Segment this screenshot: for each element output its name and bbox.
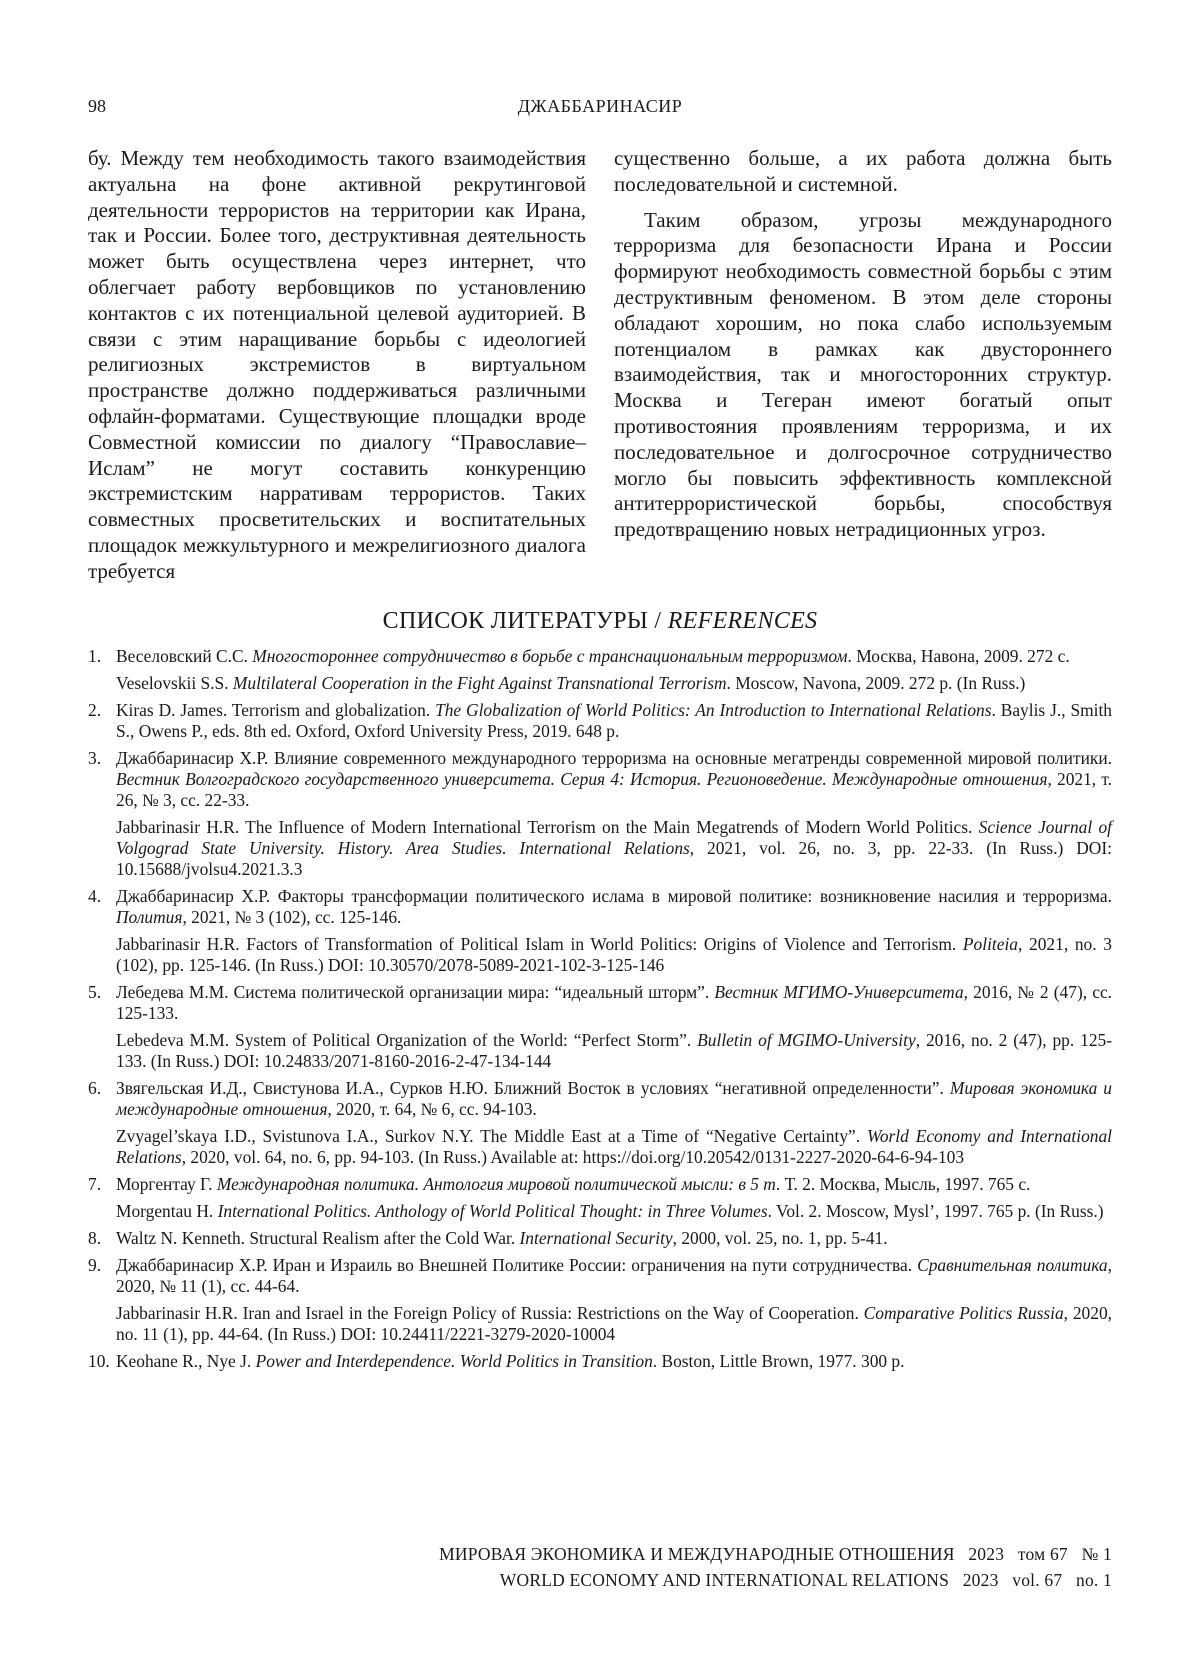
reference-text: , 2021, no. 3 (102), pp. 125-146. (In Russ.) DOI: 10.30570/2078-5089-2021-102-3-125-146 [116,934,1113,975]
reference-body [116,1351,1112,1372]
article-body [88,146,1112,585]
reference-translation [116,1126,1112,1168]
reference-number: 5. [88,982,102,1002]
reference-text: Моргентау Г. [116,1174,217,1194]
reference-original [116,1078,1112,1120]
reference-original [116,982,1112,1024]
reference-source-title: Вестник МГИМО-Университета [714,982,964,1002]
reference-text: Kiras D. James. Terrorism and globalization. [116,700,436,720]
body-paragraph: существенно больше, а их работа должна быть последовательной и системной. [614,146,1112,196]
reference-item [88,1351,1112,1372]
reference-text: Jabbarinasir H.R. Factors of Transformation of Political Islam in World Politics: Origins of Violence and Terrorism. [116,934,963,954]
reference-text: Звягельская И.Д., Свистунова И.А., Сурков Н.Ю. Ближний Восток в условиях “негативной определенности”. [116,1078,950,1098]
reference-text: . Baylis J., Smith S., Owens P., eds. 8th ed. Oxford, Oxford University Press, 2019. 648 p. [116,700,1113,741]
reference-item [88,1174,1112,1222]
reference-text: Waltz N. Kenneth. Structural Realism after the Cold War. [116,1228,520,1248]
reference-translation [116,934,1112,976]
reference-translation [116,673,1112,694]
reference-original [116,1255,1112,1297]
reference-text: , 2020, no. 11 (1), pp. 44-64. (In Russ.) DOI: 10.24411/2221-3279-2020-10004 [116,1303,1112,1344]
references-list [88,646,1112,1378]
reference-number: 7. [88,1174,102,1194]
reference-source-title: World Economy and International Relations [116,1126,1112,1167]
reference-number: 4. [88,886,102,906]
reference-text: Лебедева М.М. Система политической организации мира: “идеальный шторм”. [116,982,715,1002]
reference-number: 2. [88,700,102,720]
reference-source-title: Bulletin of MGIMO-University [697,1030,916,1050]
reference-text: Джаббаринасир Х.Р. Факторы трансформации политического ислама в мировой политике: возникновение насилия и терроризма. [116,886,1112,906]
reference-original [116,748,1112,811]
reference-item [88,748,1112,880]
reference-translation [116,1201,1112,1222]
body-paragraph: бу. Между тем необходимость такого взаимодействия актуальна на фоне активной рекрутинговой деятельности террористов на территории как Ирана, так и России. Более того, деструктивная деятельность может быть осуществлена через интернет, что облегчает работу вербовщиков по установлению контактов с их потенциальной целевой аудиторией. В связи с этим наращивание борьбы с идеологией религиозных экстремистов в виртуальном пространстве должно поддерживаться различными офлайн-форматами. Существующие площадки вроде Совместной комиссии по диалогу “Православие–Ислам” не могут составить конкуренцию экстремистским нарративам террористов. Таких совместных просветительских и воспитательных площадок межкультурного и межрелигиозного диалога требуется [88,146,586,583]
reference-source-title: Международная политика. Антология мировой политической мысли: в 5 т [216,1174,776,1194]
reference-source-title: Politeia [962,934,1018,954]
running-title: ДЖАББАРИНАСИР [517,96,683,116]
reference-text: Veselovskii S.S. [116,673,233,693]
reference-text: , 2021, № 3 (102), сс. 125-146. [182,907,402,927]
reference-text: , 2020, vol. 64, no. 6, pp. 94-103. (In Russ.) Available at: https://doi.org/10.20542/0131-2227-2020-64-6-94-103 [181,1147,965,1167]
reference-item [88,1078,1112,1168]
reference-item [88,886,1112,976]
reference-item [88,1228,1112,1249]
reference-text: Jabbarinasir H.R. Iran and Israel in the Foreign Policy of Russia: Restrictions on the Way of Cooperation. [116,1303,864,1323]
reference-translation [116,1303,1112,1345]
reference-text: , 2000, vol. 25, no. 1, pp. 5-41. [672,1228,888,1248]
journal-footer-ru: МИРОВАЯ ЭКОНОМИКА И МЕЖДУНАРОДНЫЕ ОТНОШЕНИЯ 2023 том 67 № 1 [439,1544,1112,1564]
right-column [614,146,1112,585]
journal-footer-en: WORLD ECONOMY AND INTERNATIONAL RELATIONS 2023 vol. 67 no. 1 [499,1570,1112,1590]
reference-text: , 2021, vol. 26, no. 3, pp. 22-33. (In Russ.) DOI: 10.15688/jvolsu4.2021.3.3 [116,838,1112,879]
reference-source-title: Multilateral Cooperation in the Fight Against Transnational Terrorism [232,673,727,693]
reference-source-title: Вестник Волгоградского государственного университета. Серия 4: История. Регионоведение. Международные отношения [116,769,1048,789]
reference-body [116,700,1112,742]
reference-original [116,886,1112,928]
reference-body [116,1078,1112,1168]
reference-text: Джаббаринасир Х.Р. Иран и Израиль во Внешней Политике России: ограничения на пути сотрудничества. [116,1255,918,1275]
reference-number: 9. [88,1255,102,1275]
reference-text: Веселовский С.С. [116,646,253,666]
reference-item [88,982,1112,1072]
reference-original [116,1174,1112,1195]
reference-text: . Moscow, Navona, 2009. 272 p. (In Russ.) [726,673,1026,693]
reference-number: 8. [88,1228,102,1248]
reference-text: Джаббаринасир Х.Р. Влияние современного международного терроризма на основные мегатренды современной мировой политики. [116,748,1112,768]
reference-text: Jabbarinasir H.R. The Influence of Modern International Terrorism on the Main Megatrends of Modern World Politics. [116,817,979,837]
reference-text: . Т. 2. Москва, Мысль, 1997. 765 с. [775,1174,1031,1194]
reference-source-title: Многостороннее сотрудничество в борьбе с транснациональным терроризмом [252,646,848,666]
reference-text: , 2020, т. 64, № 6, сс. 94-103. [327,1099,537,1119]
reference-original [116,700,1112,742]
reference-original [116,1351,1112,1372]
reference-text: , 2016, № 2 (47), сс. 125-133. [116,982,1113,1023]
reference-text: Zvyagel’skaya I.D., Svistunova I.A., Surkov N.Y. The Middle East at a Time of “Negative Certainty”. [116,1126,867,1146]
reference-body [116,886,1112,976]
reference-source-title: Comparative Politics Russia [863,1303,1064,1323]
reference-item [88,700,1112,742]
reference-source-title: Мировая экономика и международные отношения [116,1078,1112,1119]
reference-source-title: Science Journal of Volgograd State University. History. Area Studies. International Relations [116,817,1112,858]
references-heading [0,608,1200,635]
reference-body [116,1228,1112,1249]
reference-translation [116,1030,1112,1072]
reference-body [116,1255,1112,1345]
reference-number: 3. [88,748,102,768]
reference-text: . Boston, Little Brown, 1977. 300 p. [652,1351,905,1371]
reference-text: , 2020, № 11 (1), сс. 44-64. [116,1255,1112,1296]
reference-text: Morgentau H. [116,1201,218,1221]
reference-body [116,982,1112,1072]
reference-body [116,748,1112,880]
references-heading-ru: СПИСОК ЛИТЕРАТУРЫ / [382,608,662,634]
reference-number: 10. [88,1351,110,1371]
reference-source-title: The Globalization of World Politics: An Introduction to International Relations [435,700,992,720]
reference-source-title: Сравнительная политика [917,1255,1108,1275]
reference-text: , 2021, т. 26, № 3, сс. 22-33. [116,769,1112,810]
reference-text: . Vol. 2. Moscow, Mysl’, 1997. 765 p. (In Russ.) [767,1201,1104,1221]
reference-original [116,646,1112,667]
reference-text: Lebedeva M.M. System of Political Organization of the World: “Perfect Storm”. [116,1030,698,1050]
reference-source-title: Полития [116,907,183,927]
left-column [88,146,586,585]
reference-original [116,1228,1112,1249]
reference-body [116,1174,1112,1222]
reference-body [116,646,1112,694]
references-heading-en: REFERENCES [667,608,818,634]
reference-source-title: International Security [519,1228,673,1248]
reference-number: 6. [88,1078,102,1098]
running-head [88,96,1112,120]
reference-item [88,646,1112,694]
page-number: 98 [88,96,106,116]
reference-text: Keohane R., Nye J. [116,1351,256,1371]
body-paragraph: Таким образом, угрозы международного терроризма для безопасности Ирана и России формируют необходимость совместной борьбы с этим деструктивным феноменом. В этом деле стороны обладают хорошим, но пока слабо используемым потенциалом в рамках как двустороннего взаимодействия, так и многосторонних структур. Москва и Тегеран имеют богатый опыт противостояния проявлениям терроризма, и их последовательное и долгосрочное сотрудничество могло бы повысить эффективность комплексной антитеррористической борьбы, способствуя предотвращению новых нетрадиционных угроз. [614,207,1112,542]
reference-source-title: Power and Interdependence. World Politics in Transition [255,1351,653,1371]
reference-text: , 2016, no. 2 (47), pp. 125-133. (In Russ.) DOI: 10.24833/2071-8160-2016-2-47-134-144 [116,1030,1113,1071]
reference-text: . Москва, Навона, 2009. 272 с. [847,646,1070,666]
reference-item [88,1255,1112,1345]
reference-source-title: International Politics. Anthology of World Political Thought: in Three Volumes [217,1201,768,1221]
reference-number: 1. [88,646,102,666]
reference-translation [116,817,1112,880]
